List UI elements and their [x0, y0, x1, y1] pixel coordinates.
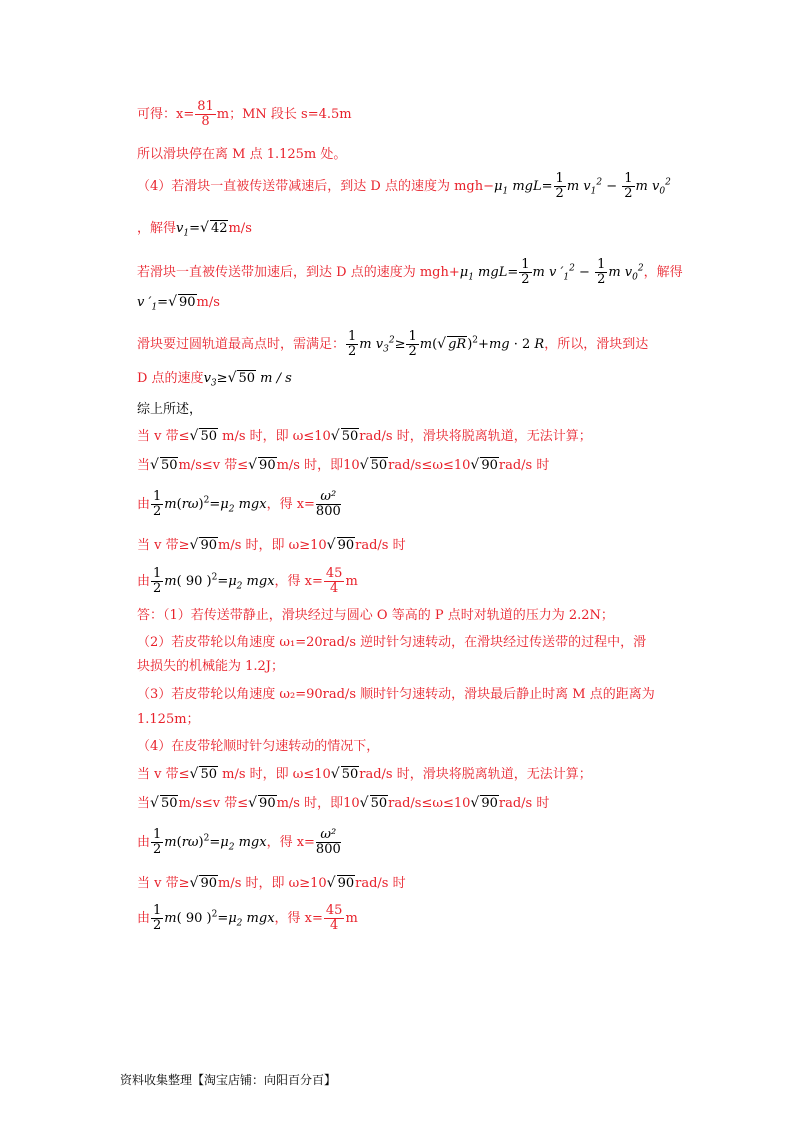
summary-heading: 综上所述，	[137, 402, 203, 417]
answer-part3-cont: 1.125m；	[137, 712, 200, 727]
part4-decel-line: （4）若滑块一直被传送带减速后，到达 D 点的速度为 $mgh-\mu_1$ mgL= $\frac{1}{2}$ m $v_1^2$ − $\frac{1}{2}$ m $v_0^2$	[137, 171, 671, 201]
stop-position-line: 所以滑块停在离 M 点 1.125m 处。	[137, 147, 347, 162]
answer-case2-formula-line: 由 $\frac{1}{2}$ $m(r\omega)^2=\mu_2$ mgx，得 x= $\frac{\text{ω²}}{800}$	[137, 827, 341, 857]
answer-part2-cont: 块损失的机械能为 1.2J；	[137, 659, 285, 674]
v3-condition-line: D 点的速度$v_3\ge√$ 50 m / s	[137, 370, 292, 389]
case1-line: 当 v 带≤√ 50 m/s 时，即 ω≤10√ 50rad/s 时，滑块将脱离轨道，无法计算；	[137, 428, 592, 444]
case2-formula-line: 由 $\frac{1}{2}$ $m(r\omega)^2=\mu_2$ mgx，得 x= $\frac{\text{ω²}}{800}$	[137, 489, 341, 519]
answer-part4: （4）在皮带轮顺时针匀速转动的情况下，	[137, 739, 380, 754]
case3-line: 当 v 带≥√ 90m/s 时，即 ω≥10√ 90rad/s 时	[137, 537, 406, 553]
answer-case3-formula-line: 由 $\frac{1}{2}$ m( 90 )$^2=\mu_2$ mgx，得 x= $\frac{45}{4}$ m	[137, 903, 358, 933]
answer-part3: （3）若皮带轮以角速度 ω₂=90rad/s 顺时针匀速转动，滑块最后静止时离 M 点的距离为	[137, 687, 655, 702]
answer-part1: 答：（1）若传送带静止，滑块经过与圆心 O 等高的 P 点时对轨道的压力为 2.2N；	[137, 608, 614, 623]
answer-case3-line: 当 v 带≥√ 90m/s 时，即 ω≥10√ 90rad/s 时	[137, 875, 406, 891]
answer-case2-line: 当√ 50m/s≤v 带≤√ 90m/s 时，即10√ 50rad/s≤ω≤10√ 90rad/s 时	[137, 795, 550, 811]
answer-case1-line: 当 v 带≤√ 50 m/s 时，即 ω≤10√ 50rad/s 时，滑块将脱离轨道，无法计算；	[137, 766, 592, 782]
case3-formula-line: 由 $\frac{1}{2}$ m( 90 )$^2=\mu_2$ mgx，得 x= $\frac{45}{4}$ m	[137, 566, 358, 596]
page-footer: 资料收集整理【淘宝店铺：向阳百分百】	[120, 1073, 337, 1087]
answer-part2: （2）若皮带轮以角速度 ω₁=20rad/s 逆时针匀速转动，在滑块经过传送带的过程中，滑	[137, 635, 647, 650]
top-point-condition-line: 滑块要过圆轨道最高点时，需满足： $\frac{1}{2}$ m $v_3^2\ge$ $\frac{1}{2}$ m(√ gR)$^2$+mg · 2 R，所以，滑块到达	[137, 329, 649, 359]
case2-line: 当√ 50m/s≤v 带≤√ 90m/s 时，即10√ 50rad/s≤ω≤10√ 90rad/s 时	[137, 457, 550, 473]
part4-accel-line: 若滑块一直被传送带加速后，到达 D 点的速度为 $mgh+\mu_1$ mgL= $\frac{1}{2}$ m v $'_1^2$ − $\frac{1}{2}$ m $v_0^2$，解得	[137, 257, 683, 287]
v1-result-line: ，解得$v_1=√$ 42m/s	[137, 220, 252, 239]
result-line-x: 可得：x= $\frac{81}{8}$ m；MN 段长 s=4.5m	[137, 99, 352, 129]
v1-prime-line: v $'_1=√$ 90m/s	[137, 294, 220, 313]
